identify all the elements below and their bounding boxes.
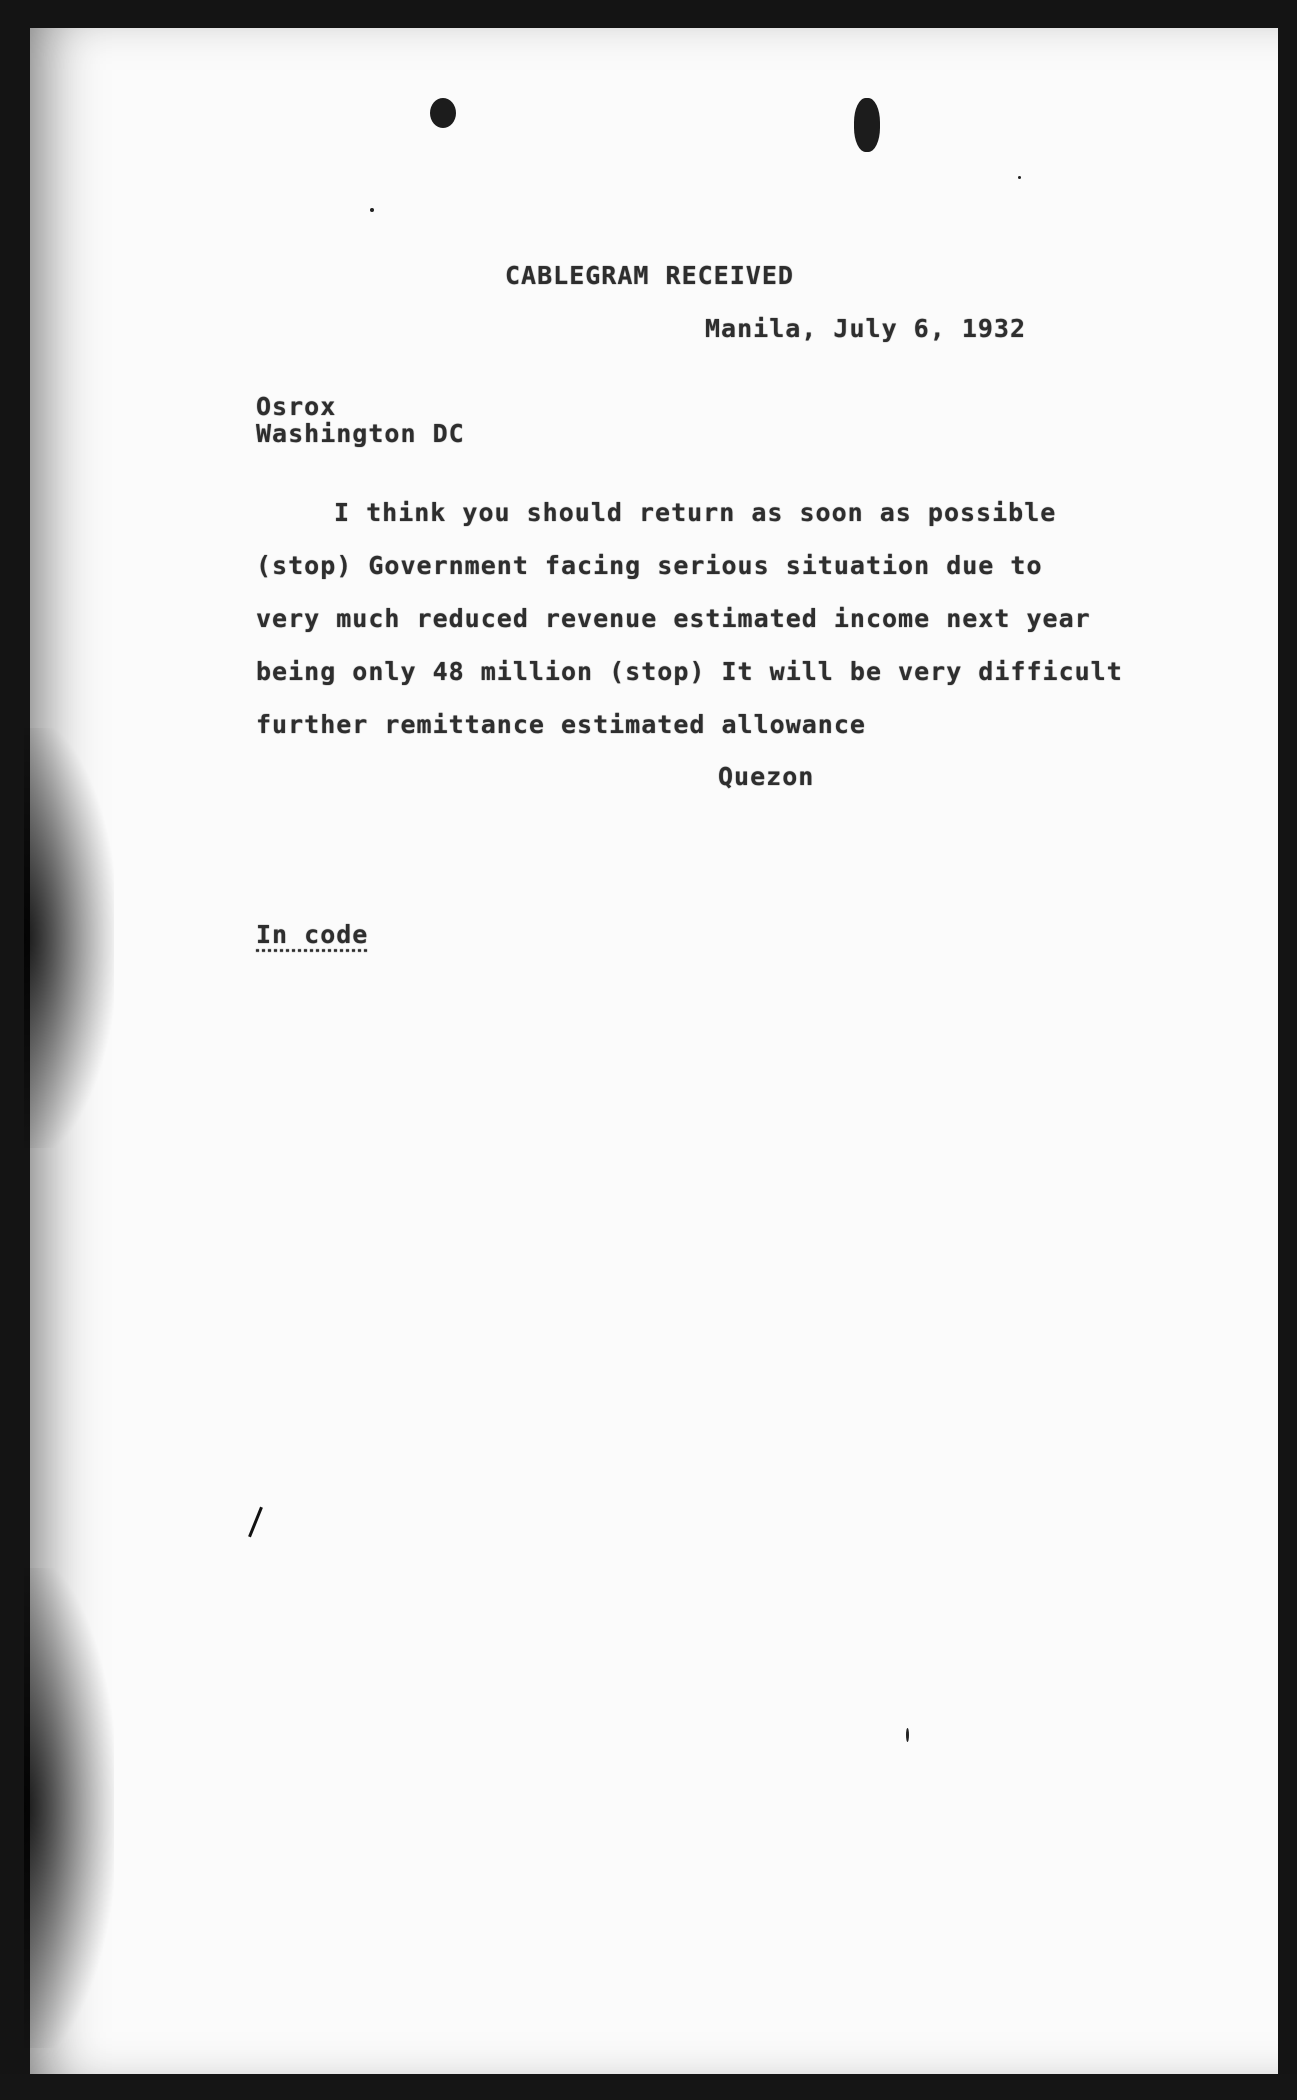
speck: [1018, 176, 1021, 179]
document-heading: CABLEGRAM RECEIVED: [505, 261, 794, 290]
scan-border: [0, 2074, 1297, 2100]
edge-stain: [24, 728, 114, 1148]
paper-sheet: [30, 28, 1278, 2074]
address-line: Washington DC: [256, 419, 465, 448]
speck: [370, 208, 374, 212]
in-code-note: In code: [256, 920, 369, 949]
signature: Quezon: [718, 762, 815, 791]
body-line: I think you should return as soon as possible: [334, 498, 1057, 527]
address-line: Osrox: [256, 392, 337, 421]
body-line: (stop) Government facing serious situation due to: [256, 551, 1043, 580]
speck: [906, 1728, 909, 1742]
edge-stain: [24, 1568, 114, 2048]
body-line: very much reduced revenue estimated income next year: [256, 604, 1091, 633]
dateline: Manila, July 6, 1932: [705, 314, 1027, 343]
body-line: being only 48 million (stop) It will be very difficult: [256, 657, 1123, 686]
punch-hole: [430, 98, 456, 128]
body-line: further remittance estimated allowance: [256, 710, 866, 739]
punch-hole: [854, 98, 880, 152]
